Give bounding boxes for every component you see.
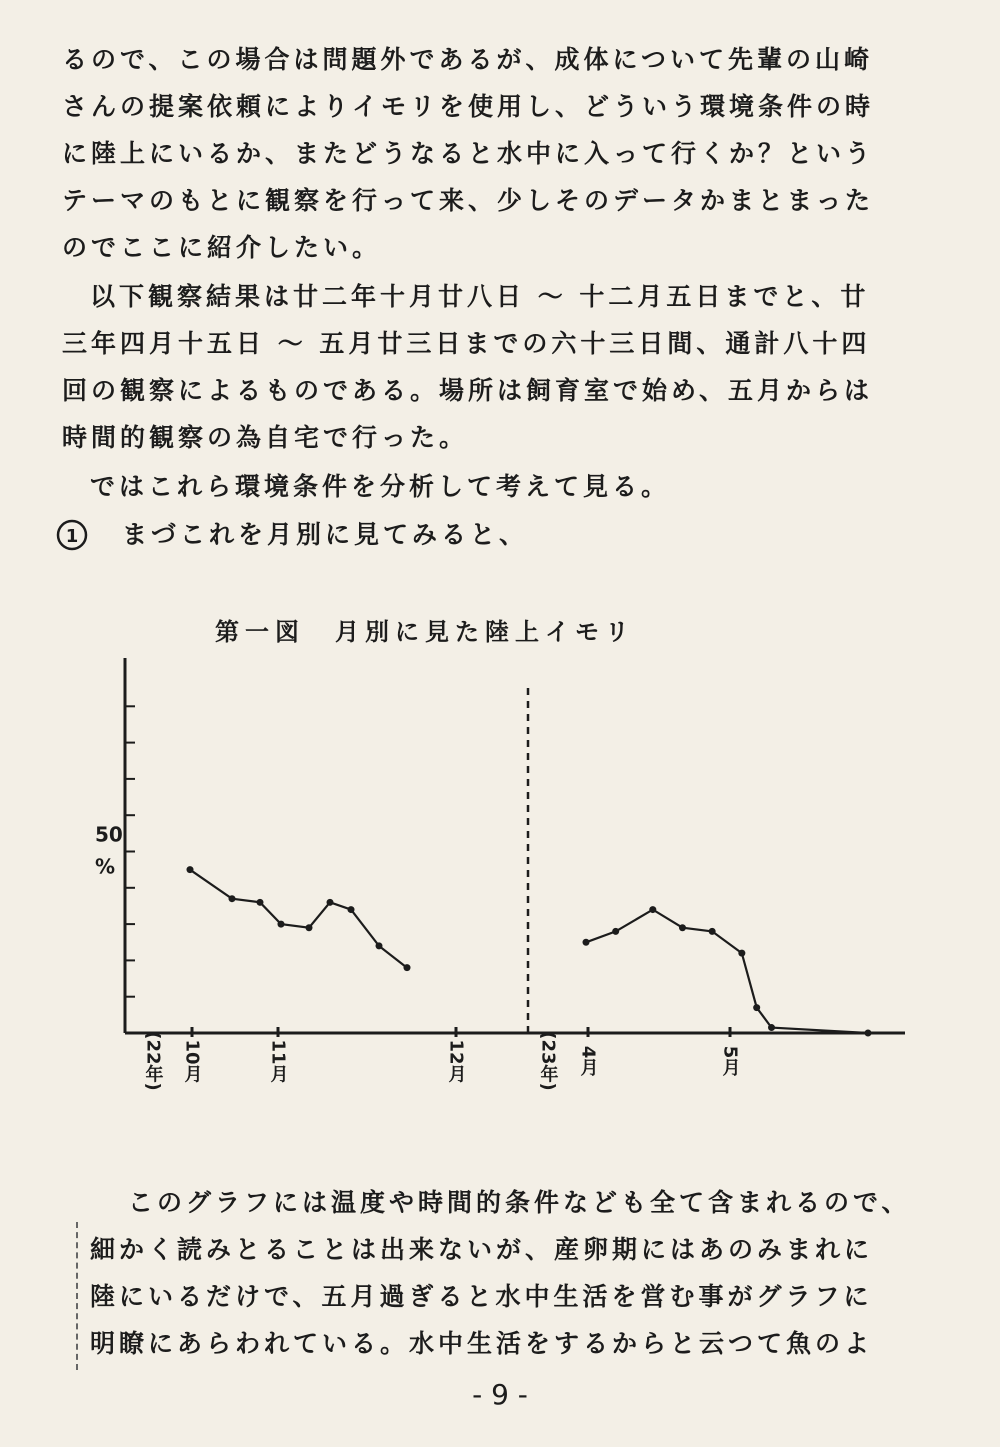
data-point xyxy=(306,924,313,931)
data-point xyxy=(738,950,745,957)
data-point xyxy=(768,1024,775,1031)
x-tick-label: 10月 xyxy=(181,1039,203,1083)
text-line: 細かく読みとることは出来ないが、産卵期にはあのみまれに xyxy=(90,1235,874,1264)
text-line: このグラフには温度や時間的条件なども全て含まれるので、 xyxy=(128,1188,911,1217)
text-line: ではこれら環境条件を分析して考えて見る。 xyxy=(90,472,671,501)
data-point xyxy=(348,906,355,913)
text-line: 時間的観察の為自宅で行った。 xyxy=(62,423,469,452)
data-point xyxy=(187,866,194,873)
x-tick-label: (22年) xyxy=(142,1031,164,1091)
data-point xyxy=(229,895,236,902)
data-point xyxy=(257,899,264,906)
chart-axes xyxy=(125,658,905,1037)
text-line: 三年四月十五日 〜 五月廿三日までの六十三日間、通計八十四 xyxy=(62,329,871,358)
data-point xyxy=(612,928,619,935)
text-line: のでここに紹介したい。 xyxy=(62,233,382,262)
data-point xyxy=(679,924,686,931)
svg-text:1: 1 xyxy=(65,526,79,547)
text-line: 陸にいるだけで、五月過ぎると水中生活を営む事がグラフに xyxy=(90,1282,873,1311)
line-chart xyxy=(0,640,1000,1110)
text-line: るので、この場合は問題外であるが、成体について先輩の山崎 xyxy=(62,45,874,74)
text-line: に陸上にいるか、またどうなると水中に入って行くか？という xyxy=(62,139,875,168)
text-line: 明瞭にあらわれている。水中生活をするからと云つて魚のよ xyxy=(90,1329,874,1358)
item-number-circle-icon xyxy=(55,518,89,552)
x-tick-label: 5月 xyxy=(719,1045,741,1077)
data-point xyxy=(753,1004,760,1011)
series-line xyxy=(190,870,407,968)
data-point xyxy=(583,939,590,946)
data-point xyxy=(649,906,656,913)
data-point xyxy=(404,964,411,971)
x-tick-label: 12月 xyxy=(445,1039,467,1083)
figure-title: 第一図 月別に見た陸上イモリ xyxy=(215,618,635,646)
text-line: さんの提案依頼によりイモリを使用し、どういう環境条件の時 xyxy=(62,92,875,121)
y-unit-label: % xyxy=(95,854,116,879)
text-line: 回の観察によるものである。場所は飼育室で始め、五月からは xyxy=(62,376,874,405)
page-number: - 9 - xyxy=(472,1378,528,1411)
y-tick-label: 50 xyxy=(95,822,123,847)
list-item-text: まづこれを月別に見てみると、 xyxy=(122,520,529,549)
margin-rule xyxy=(76,1222,78,1370)
data-point xyxy=(865,1030,872,1037)
text-line: テーマのもとに観察を行って来、少しそのデータかまとまった xyxy=(62,186,875,215)
x-tick-label: 4月 xyxy=(577,1045,599,1077)
data-point xyxy=(376,942,383,949)
data-point xyxy=(278,921,285,928)
text-line: 以下観察結果は廿二年十月廿八日 〜 十二月五日までと、廿 xyxy=(90,282,870,311)
x-tick-label: (23年) xyxy=(537,1031,559,1091)
x-tick-label: 11月 xyxy=(267,1039,289,1083)
data-point xyxy=(709,928,716,935)
data-point xyxy=(327,899,334,906)
series-line xyxy=(586,910,868,1033)
chart-labels xyxy=(95,823,741,1091)
